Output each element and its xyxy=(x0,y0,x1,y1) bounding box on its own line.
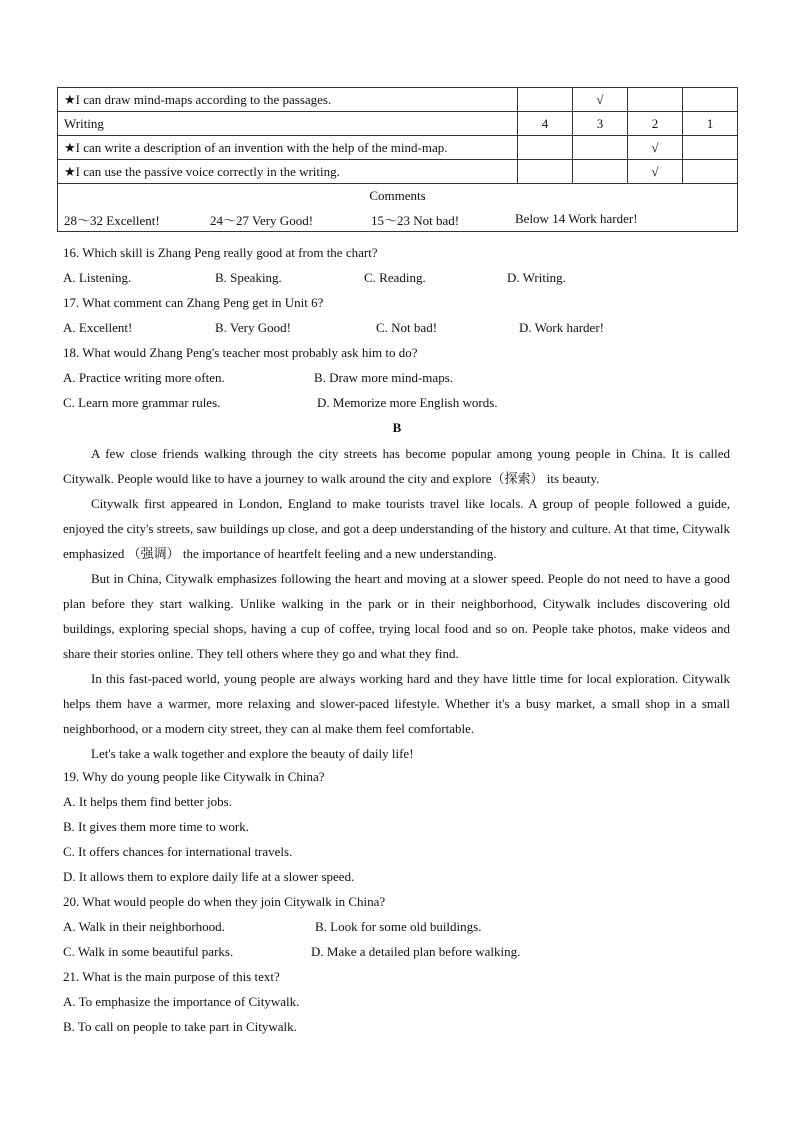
passage-paragraph: Let's take a walk together and explore the beauty of daily life! xyxy=(91,746,414,761)
score-cell xyxy=(683,136,738,160)
question-18: 18. What would Zhang Peng's teacher most probably ask him to do? xyxy=(63,345,418,360)
range-excellent: 28～32 Excellent! xyxy=(64,212,160,228)
passage-paragraph: A few close friends walking through the city streets has become popular among young people in China. It is called Citywalk. People would like to have a journey to walk around the city and explore（探索） its beauty. xyxy=(63,446,730,486)
q20-option-c: C. Walk in some beautiful parks. xyxy=(63,944,234,959)
score-header-cell: 3 xyxy=(573,112,628,136)
score-cell xyxy=(683,160,738,184)
q19-option-d: D. It allows them to explore daily life at a slower speed. xyxy=(63,869,355,884)
q17-option-c: C. Not bad! xyxy=(376,320,438,335)
range-work-harder: Below 14 Work harder! xyxy=(515,211,638,227)
q17-option-b: B. Very Good! xyxy=(215,320,291,335)
section-heading: B xyxy=(392,420,402,435)
table-row xyxy=(58,136,738,160)
score-header-cell: 4 xyxy=(518,112,573,136)
score-cell xyxy=(518,88,573,112)
question-20: 20. What would people do when they join Citywalk in China? xyxy=(63,894,386,909)
score-cell: √ xyxy=(573,88,628,112)
q16-option-d: D. Writing. xyxy=(507,270,566,285)
score-header-cell: 2 xyxy=(628,112,683,136)
q20-option-d: D. Make a detailed plan before walking. xyxy=(311,944,521,959)
q18-option-d: D. Memorize more English words. xyxy=(317,395,498,410)
score-cell: √ xyxy=(628,160,683,184)
q19-option-b: B. It gives them more time to work. xyxy=(63,819,249,834)
score-cell xyxy=(573,136,628,160)
passage-paragraph: In this fast-paced world, young people are always working hard and they have little time for local exploration. Citywalk helps them have a warmer, more relaxing and slower-paced lifestyle. Whether it's a busy market, a small shop in a small neighborhood, or a modern city street, they can al make them feel comfortable. xyxy=(63,671,730,736)
question-17: 17. What comment can Zhang Peng get in Unit 6? xyxy=(63,295,324,310)
table-row xyxy=(58,184,738,208)
criterion-cell: ★I can use the passive voice correctly in the writing. xyxy=(58,160,518,184)
q18-option-b: B. Draw more mind-maps. xyxy=(314,370,454,385)
score-cell xyxy=(518,160,573,184)
criterion-cell: ★I can draw mind-maps according to the passages. xyxy=(58,88,518,112)
question-19: 19. Why do young people like Citywalk in China? xyxy=(63,769,325,784)
criterion-cell: ★I can write a description of an invention with the help of the mind-map. xyxy=(58,136,518,160)
q16-option-b: B. Speaking. xyxy=(215,270,282,285)
q16-option-c: C. Reading. xyxy=(364,270,426,285)
self-assessment-chart xyxy=(57,87,738,232)
reading-passage xyxy=(63,441,730,766)
q19-option-a: A. It helps them find better jobs. xyxy=(63,794,232,809)
score-cell xyxy=(573,160,628,184)
q21-option-a: A. To emphasize the importance of Citywalk. xyxy=(63,994,300,1009)
q18-option-a: A. Practice writing more often. xyxy=(63,370,225,385)
skill-header-cell: Writing xyxy=(58,112,518,136)
range-not-bad: 15～23 Not bad! xyxy=(371,212,460,228)
table-row xyxy=(58,208,738,232)
table-row xyxy=(58,88,738,112)
q16-option-a: A. Listening. xyxy=(63,270,132,285)
range-very-good: 24～27 Very Good! xyxy=(210,212,314,228)
q17-option-a: A. Excellent! xyxy=(63,320,133,335)
table-row xyxy=(58,112,738,136)
table-row xyxy=(58,160,738,184)
q17-option-d: D. Work harder! xyxy=(519,320,604,335)
score-cell: √ xyxy=(628,136,683,160)
score-cell xyxy=(518,136,573,160)
score-cell xyxy=(628,88,683,112)
question-21: 21. What is the main purpose of this text? xyxy=(63,969,280,984)
score-header-cell: 1 xyxy=(683,112,738,136)
comments-ranges xyxy=(58,208,738,232)
q21-option-b: B. To call on people to take part in Citywalk. xyxy=(63,1019,297,1034)
passage-paragraph: Citywalk first appeared in London, England to make tourists travel like locals. A group of people followed a guide, enjoyed the city's streets, saw buildings up close, and got a deep understanding of the history and culture. At that time, Citywalk emphasized （强调） the importance of heartfelt feeling and a new understanding. xyxy=(63,496,730,561)
q20-option-b: B. Look for some old buildings. xyxy=(315,919,482,934)
passage-paragraph: But in China, Citywalk emphasizes following the heart and moving at a slower speed. People do not need to have a good plan before they start walking. Unlike walking in the park or in their neighborhood, Citywalk includes discovering old buildings, exploring special shops, having a cup of coffee, trying local food and so on. People take photos, make videos and share their stories online. They tell others where they go and what they find. xyxy=(63,571,730,661)
question-16: 16. Which skill is Zhang Peng really good at from the chart? xyxy=(63,245,378,260)
q19-option-c: C. It offers chances for international travels. xyxy=(63,844,293,859)
comments-title: Comments xyxy=(58,184,738,208)
score-cell xyxy=(683,88,738,112)
q18-option-c: C. Learn more grammar rules. xyxy=(63,395,221,410)
q20-option-a: A. Walk in their neighborhood. xyxy=(63,919,225,934)
